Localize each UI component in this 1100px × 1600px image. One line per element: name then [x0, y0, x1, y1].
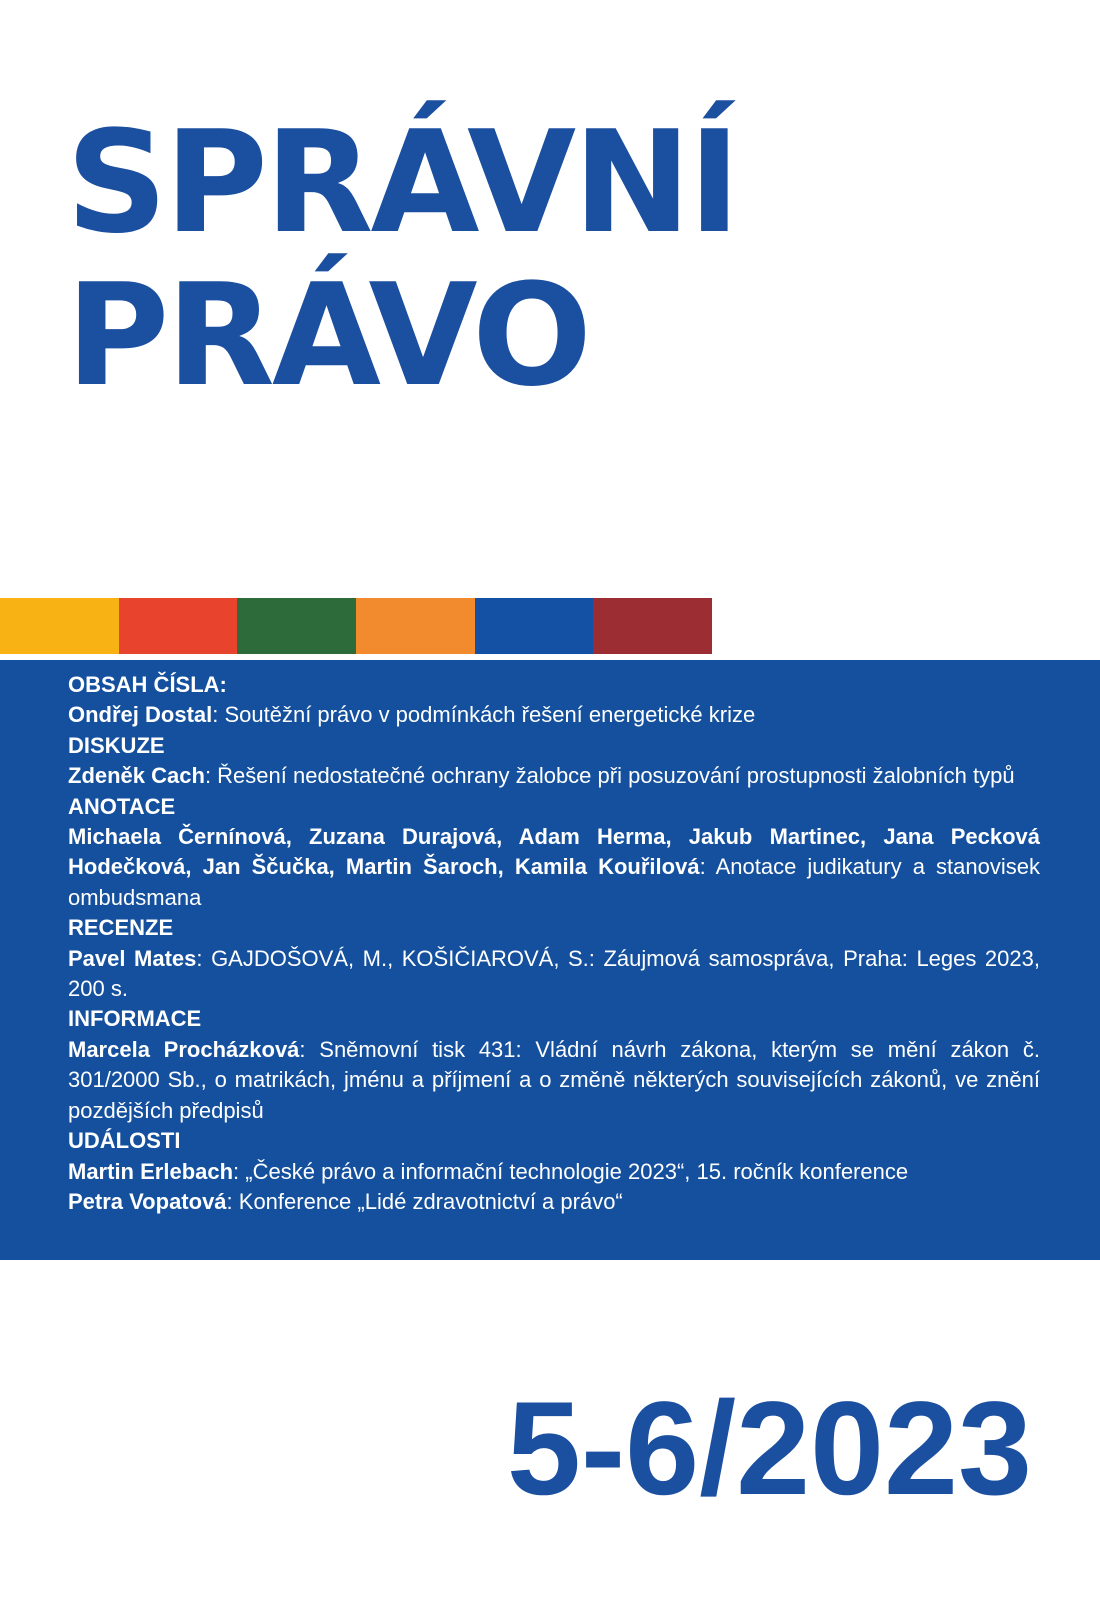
journal-title-line1: SPRÁVNÍ	[66, 101, 738, 265]
toc-entry	[68, 1035, 1040, 1126]
color-block-yellow	[0, 598, 119, 654]
toc-entry-title: : GAJDOŠOVÁ, M., KOŠIČIAROVÁ, S.: Záujmová samospráva, Praha: Leges 2023, 200 s.	[68, 945, 1040, 1002]
toc-entry	[68, 1157, 1040, 1187]
journal-title-line2: PRÁVO	[66, 254, 589, 418]
toc-entry-author: Pavel Mates	[68, 945, 197, 971]
toc-entry-title: : Anotace judikatury a stanovisek ombudsmana	[68, 854, 1040, 910]
color-block-maroon	[593, 598, 712, 654]
toc-entry	[68, 761, 1040, 791]
toc-section-heading: UDÁLOSTI	[68, 1128, 181, 1154]
color-stripe	[0, 598, 712, 654]
toc-heading: OBSAH ČÍSLA:	[68, 672, 227, 697]
toc-section-heading: INFORMACE	[68, 1006, 202, 1032]
toc-section-heading: DISKUZE	[68, 732, 165, 758]
toc-entry-title: : Soutěžní právo v podmínkách řešení energetické krize	[212, 702, 756, 728]
toc-entry	[68, 822, 1040, 913]
color-block-red	[119, 598, 238, 654]
toc-entry-author: Zdeněk Cach	[68, 763, 205, 789]
color-block-green	[237, 598, 356, 654]
toc-entry-title: : „České právo a informační technologie 2023“, 15. ročník konference	[233, 1158, 909, 1184]
issue-number: 5-6/2023	[506, 1375, 1032, 1523]
toc-entry-title: : Řešení nedostatečné ochrany žalobce při posuzování prostupnosti žalobních typů	[204, 763, 1015, 789]
toc-entry-author: Ondřej Dostal	[68, 702, 213, 728]
toc-entry	[68, 944, 1040, 1005]
color-block-blue	[475, 598, 594, 654]
toc-entry-author: Martin Erlebach	[68, 1158, 234, 1184]
journal-title	[66, 101, 738, 418]
toc-entry	[68, 1187, 1040, 1217]
toc-entry-author: Michaela Černínová, Zuzana Durajová, Adam Herma, Jakub Martinec, Jana Pecková Hodečková, Jan Ščučka, Martin Šaroch, Kamila Kouřilová	[68, 824, 1040, 880]
toc-entry-title: : Sněmovní tisk 431: Vládní návrh zákona, kterým se mění zákon č. 301/2000 Sb., o matrikách, jménu a příjmení a o změně některých souvisejících zákonů, ve znění pozdějších předpisů	[68, 1036, 1041, 1123]
toc-section-heading: ANOTACE	[68, 793, 176, 819]
toc-entry	[68, 700, 1040, 730]
toc-entry-title: : Konference „Lidé zdravotnictví a právo“	[226, 1188, 623, 1214]
toc-entry-author: Marcela Procházková	[68, 1036, 300, 1062]
toc-entry-author: Petra Vopatová	[68, 1188, 227, 1214]
table-of-contents	[0, 660, 1100, 1260]
toc-section-heading: RECENZE	[68, 915, 174, 941]
color-block-orange	[356, 598, 475, 654]
